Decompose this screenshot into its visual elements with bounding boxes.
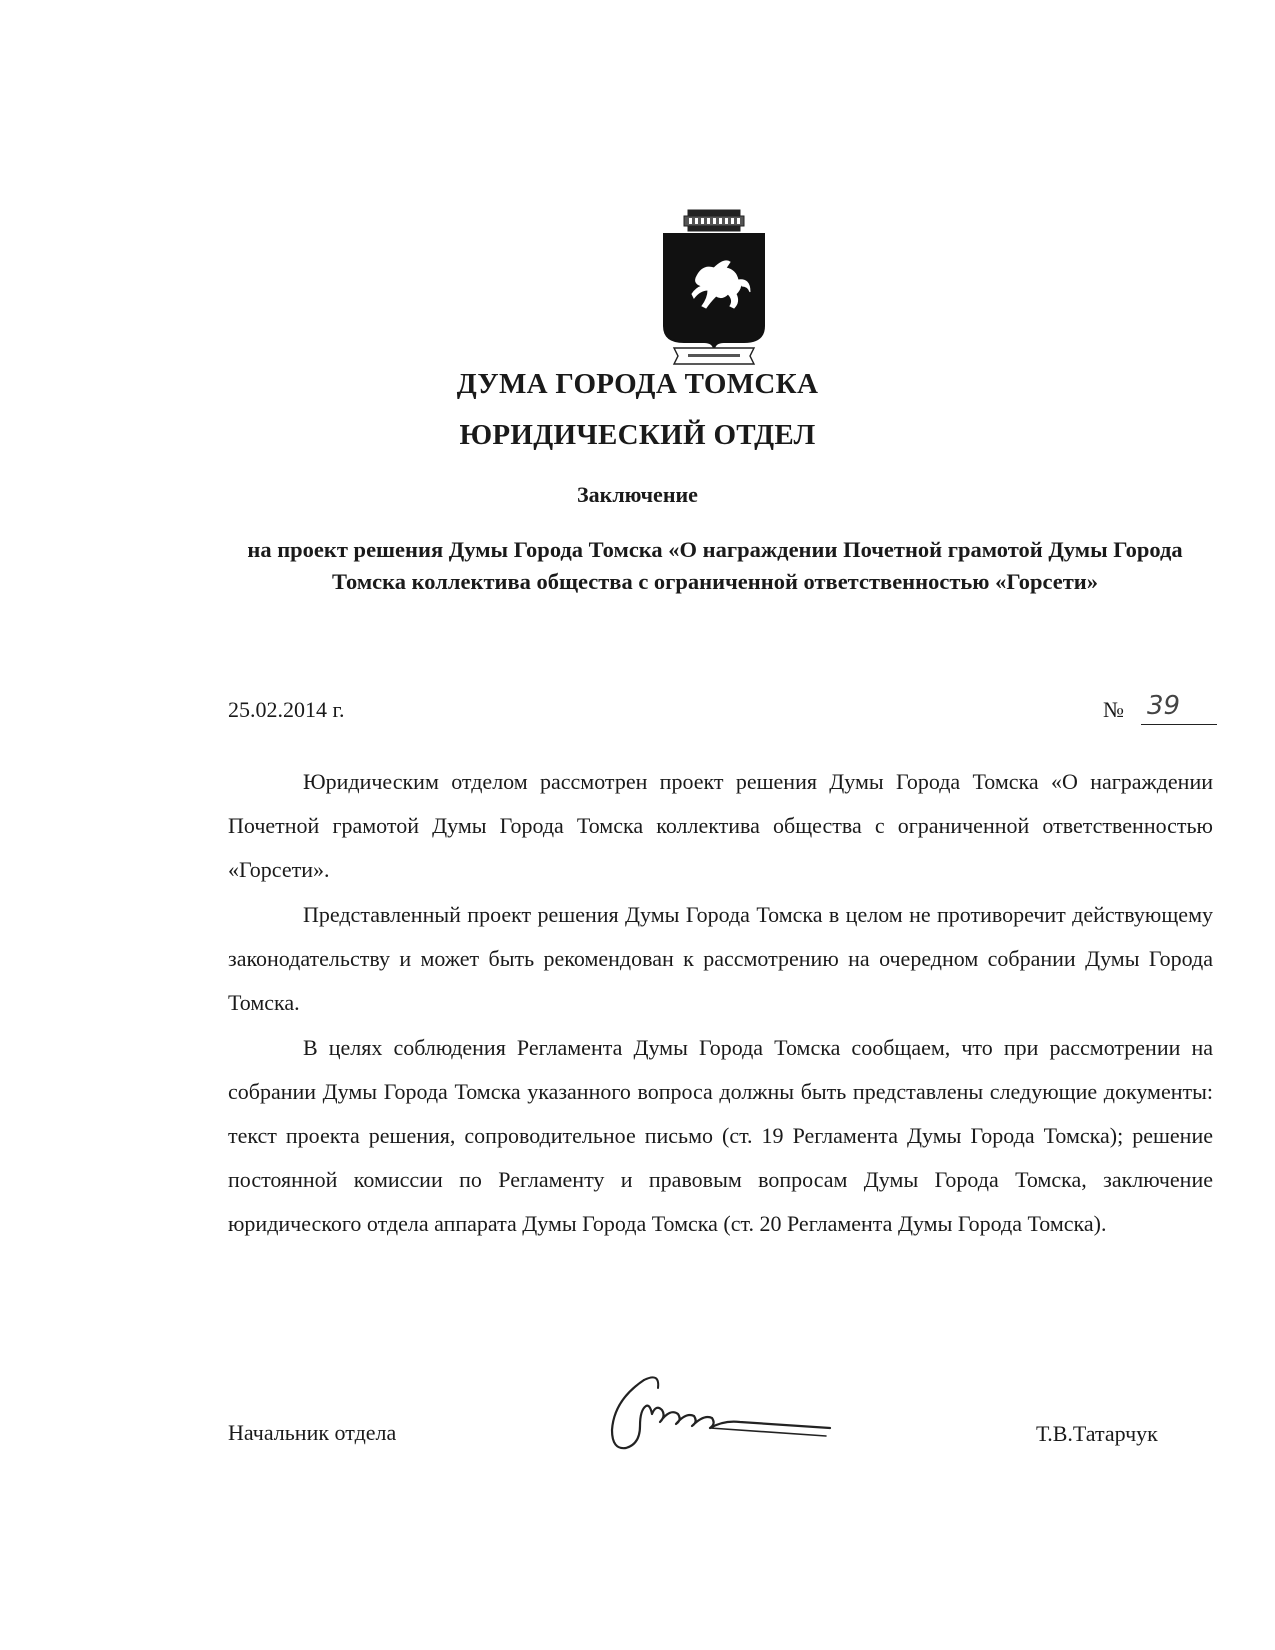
document-type: Заключение [577, 482, 698, 507]
signer-name: Т.В.Татарчук [1036, 1421, 1158, 1446]
department-name: ЮРИДИЧЕСКИЙ ОТДЕЛ [459, 419, 816, 451]
document-number [1103, 692, 1213, 726]
handwritten-signature [600, 1370, 850, 1460]
organization-name: ДУМА ГОРОДА ТОМСКА [456, 368, 819, 400]
number-value: 39 [1141, 688, 1217, 725]
signer-title: Начальник отдела [228, 1420, 397, 1445]
body-paragraph: Представленный проект решения Думы Города Томска в целом не противоречит действующему законодательству и может быть рекомендован к рассмотрению на очередном собрании Думы Города Томска. [228, 902, 1213, 1015]
document-subject: на проект решения Думы Города Томска «О награждении Почетной грамотой Думы Города Томска коллектива общества с ограниченной ответственностью «Горсети» [247, 537, 1183, 594]
body-paragraph: Юридическим отделом рассмотрен проект решения Думы Города Томска «О награждении Почетной грамотой Думы Города Томска коллектива общества с ограниченной ответственностью «Горсети». [228, 769, 1213, 882]
document-date: 25.02.2014 г. [228, 697, 345, 722]
number-symbol: № [1103, 697, 1124, 722]
document-body [228, 760, 1213, 1246]
tomsk-coat-of-arms-icon [658, 208, 770, 368]
body-paragraph: В целях соблюдения Регламента Думы Города Томска сообщаем, что при рассмотрении на собрании Думы Города Томска указанного вопроса должны быть представлены следующие документы: текст проекта решения, сопроводительное письмо (ст. 19 Регламента Думы Города Томска); решение постоянной комиссии по Регламенту и правовым вопросам Думы Города Томска, заключение юридического отдела аппарата Думы Города Томска (ст. 20 Регламента Думы Города Томска). [228, 1035, 1213, 1236]
